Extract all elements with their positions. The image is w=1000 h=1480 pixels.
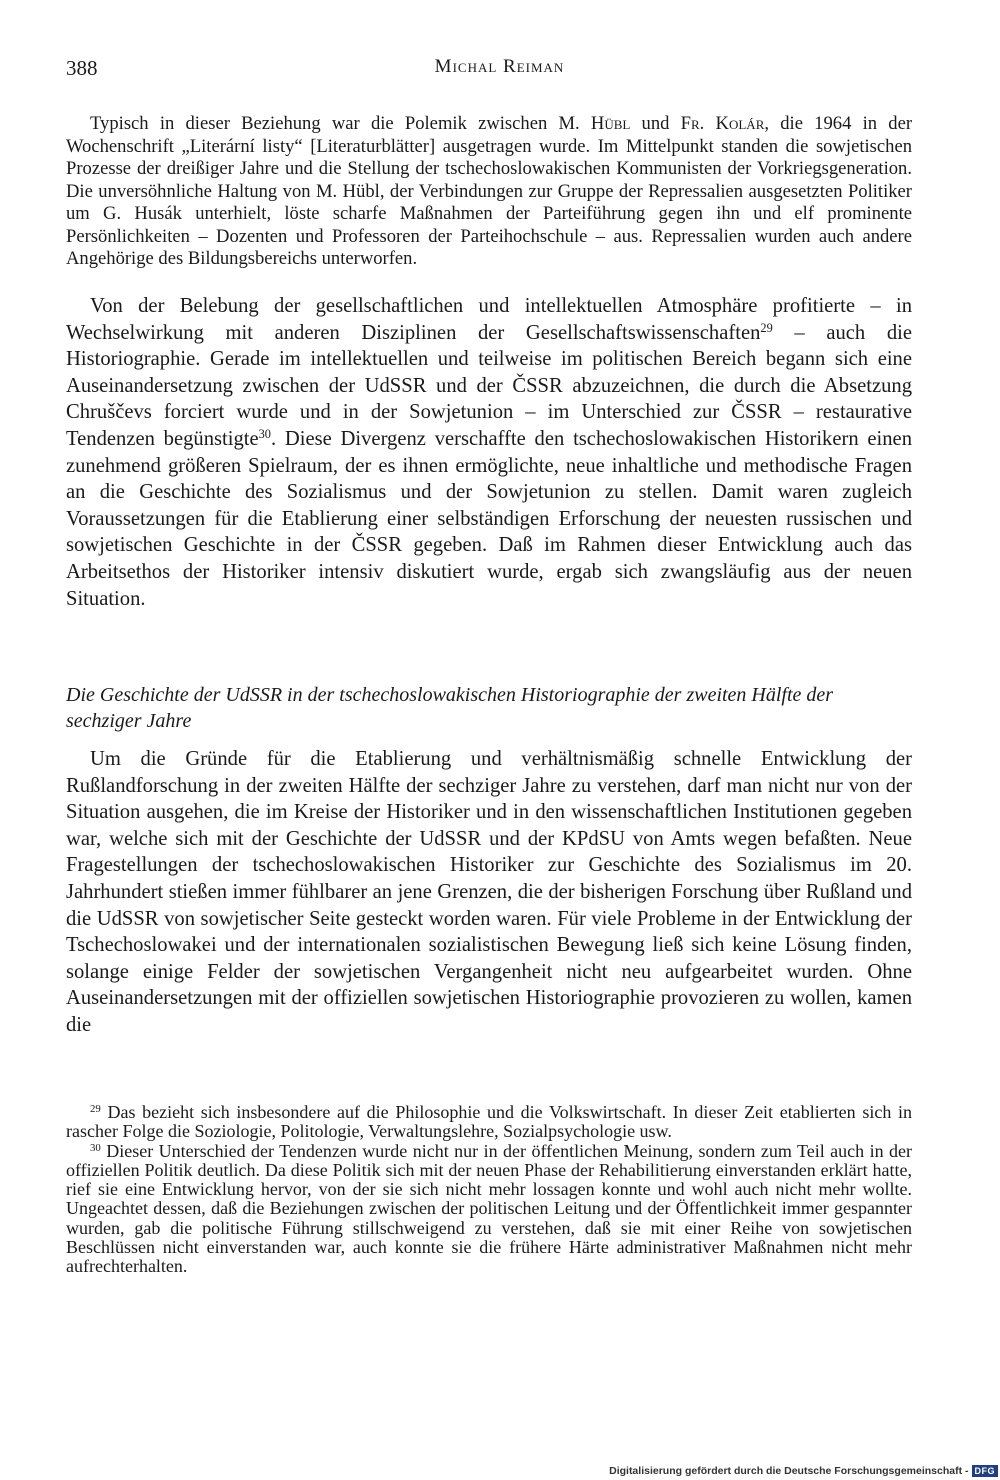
- footnotes: [66, 1103, 912, 1277]
- page-number: 388: [66, 56, 98, 80]
- footnote-29: $^{29}$ Das bezieht sich insbesondere auf die Philosophie und die Volkswirtschaft. In dieser Zeit etablierten sich in rascher Folge die Soziologie, Politologie, Verwaltungslehre, Sozialpsychologie usw.: [66, 1102, 912, 1142]
- footnote-number: 30: [90, 1141, 101, 1154]
- footnote-ref-29[interactable]: 29: [760, 320, 773, 335]
- author-name-kolar: Fr. Kolár: [680, 113, 765, 134]
- credit-text: Digitalisierung gefördert durch die Deutsche Forschungsgemeinschaft -: [609, 1465, 969, 1477]
- paragraph-3: Um die Gründe für die Etablierung und verhältnismäßig schnelle Entwicklung der Rußlandforschung in der zweiten Hälfte der sechziger Jahre zu verstehen, darf man nicht nur von der Situation ausgehen, die im Kreise der Historiker und in den wissenschaftlichen Institutionen gegeben war, welche sich mit der Geschichte der UdSSR und der KPdSU von Amts wegen befaßten. Neue Fragestellungen der tschechoslowakischen Historiker zur Geschichte des Sozialismus im 20. Jahrhundert stießen immer fühlbarer an jene Grenzen, die der bisherigen Forschung über Rußland und die UdSSR von sowjetischer Seite gesteckt worden waren. Für viele Probleme in der Entwicklung der Tschechoslowakei und der internationalen sozialistischen Bewegung ließ sich keine Lösung finden, solange einige Felder der sowjetischen Vergangenheit nicht neu aufgearbeitet wurden. Ohne Auseinandersetzungen mit der offiziellen sowjetischen Historiographie provozieren zu wollen, kamen die: [66, 748, 912, 1036]
- footnote-ref-30[interactable]: 30: [258, 427, 271, 442]
- footnote-number: 29: [90, 1103, 101, 1116]
- page-header: [66, 56, 933, 88]
- footnote-30: $^{30}$ Dieser Unterschied der Tendenzen wurde nicht nur in der öffentlichen Meinung, sondern zum Teil auch in der offiziellen Politik deutlich. Da diese Politik sich mit der neuen Phase der Rehabilitierung einverstanden erklärt hatte, rief sie eine Entwicklung hervor, von der sie sich nicht mehr lossagen konnte und wohl auch nicht mehr wollte. Ungeachtet dessen, daß die Beziehungen zwischen der politischen Leitung und der Öffentlichkeit immer gespannter wurden, gab die politische Führung stillschweigend zu verstehen, daß sie mit einer Reihe von sowjetischen Beschlüssen nicht einverstanden war, auch konnte sie die frühere Härte administrativer Maßnahmen nicht mehr aufrechterhalten.: [66, 1140, 912, 1277]
- running-head: Michal Reiman: [434, 56, 565, 77]
- section-heading: Die Geschichte der UdSSR in der tschechoslowakischen Historiographie der zweiten Hälfte der sechziger Jahre: [66, 684, 834, 732]
- paragraph-2: Von der Belebung der gesellschaftlichen und intellektuellen Atmosphäre profitierte – in Wechselwirkung mit anderen Disziplinen der Gesellschaftswissenschaften$^{29}$ – auch die Historiographie. Gerade im intellektuellen und teilweise im politischen Bereich begann sich eine Auseinandersetzung zwischen der UdSSR und der ČSSR abzuzeichnen, die durch die Absetzung Chruščevs forciert wurde und in der Sowjetunion – im Unterschied zur ČSSR – restaurative Tendenzen begünstigte$^{30}$. Diese Divergenz verschaffte den tschechoslowakischen Historikern einen zunehmend größeren Spielraum, der es ihnen ermöglichte, neue inhaltliche und methodische Fragen an die Geschichte des Sozialismus und der Sowjetunion zu stellen. Damit waren zugleich Voraussetzungen für die Etablierung einer selbständigen Erforschung der neuesten russischen und sowjetischen Geschichte in der ČSSR gegeben. Daß im Rahmen dieser Entwicklung auch das Arbeitsethos der Historiker intensiv diskutiert wurde, ergab sich zwangsläufig aus der neuen Situation.: [66, 295, 913, 610]
- dfg-logo: DFG: [972, 1465, 999, 1477]
- digitization-credit: [605, 1463, 1000, 1480]
- paragraph-1: Typisch in dieser Beziehung war die Polemik zwischen M. Hübl und Fr. Kolár, die 1964 in der Wochenschrift „Literární listy“ [Literaturblätter] ausgetragen wurde. Im Mittelpunkt standen die sowjetischen Prozesse der dreißiger Jahre und die Stellung der tschechoslowakischen Kommunisten der Vorkriegsgeneration. Die unversöhnliche Haltung von M. Hübl, der Verbindungen zur Gruppe der Repressalien ausgesetzten Politiker um G. Husák unterhielt, löste scharfe Maßnahmen der Parteiführung gegen ihn und elf prominente Persönlichkeiten – Dozenten und Professoren der Parteihochschule – aus. Repressalien wurden auch andere Angehörige des Bildungsbereichs unterworfen.: [66, 113, 913, 269]
- author-name-huebl: Hübl: [590, 113, 631, 134]
